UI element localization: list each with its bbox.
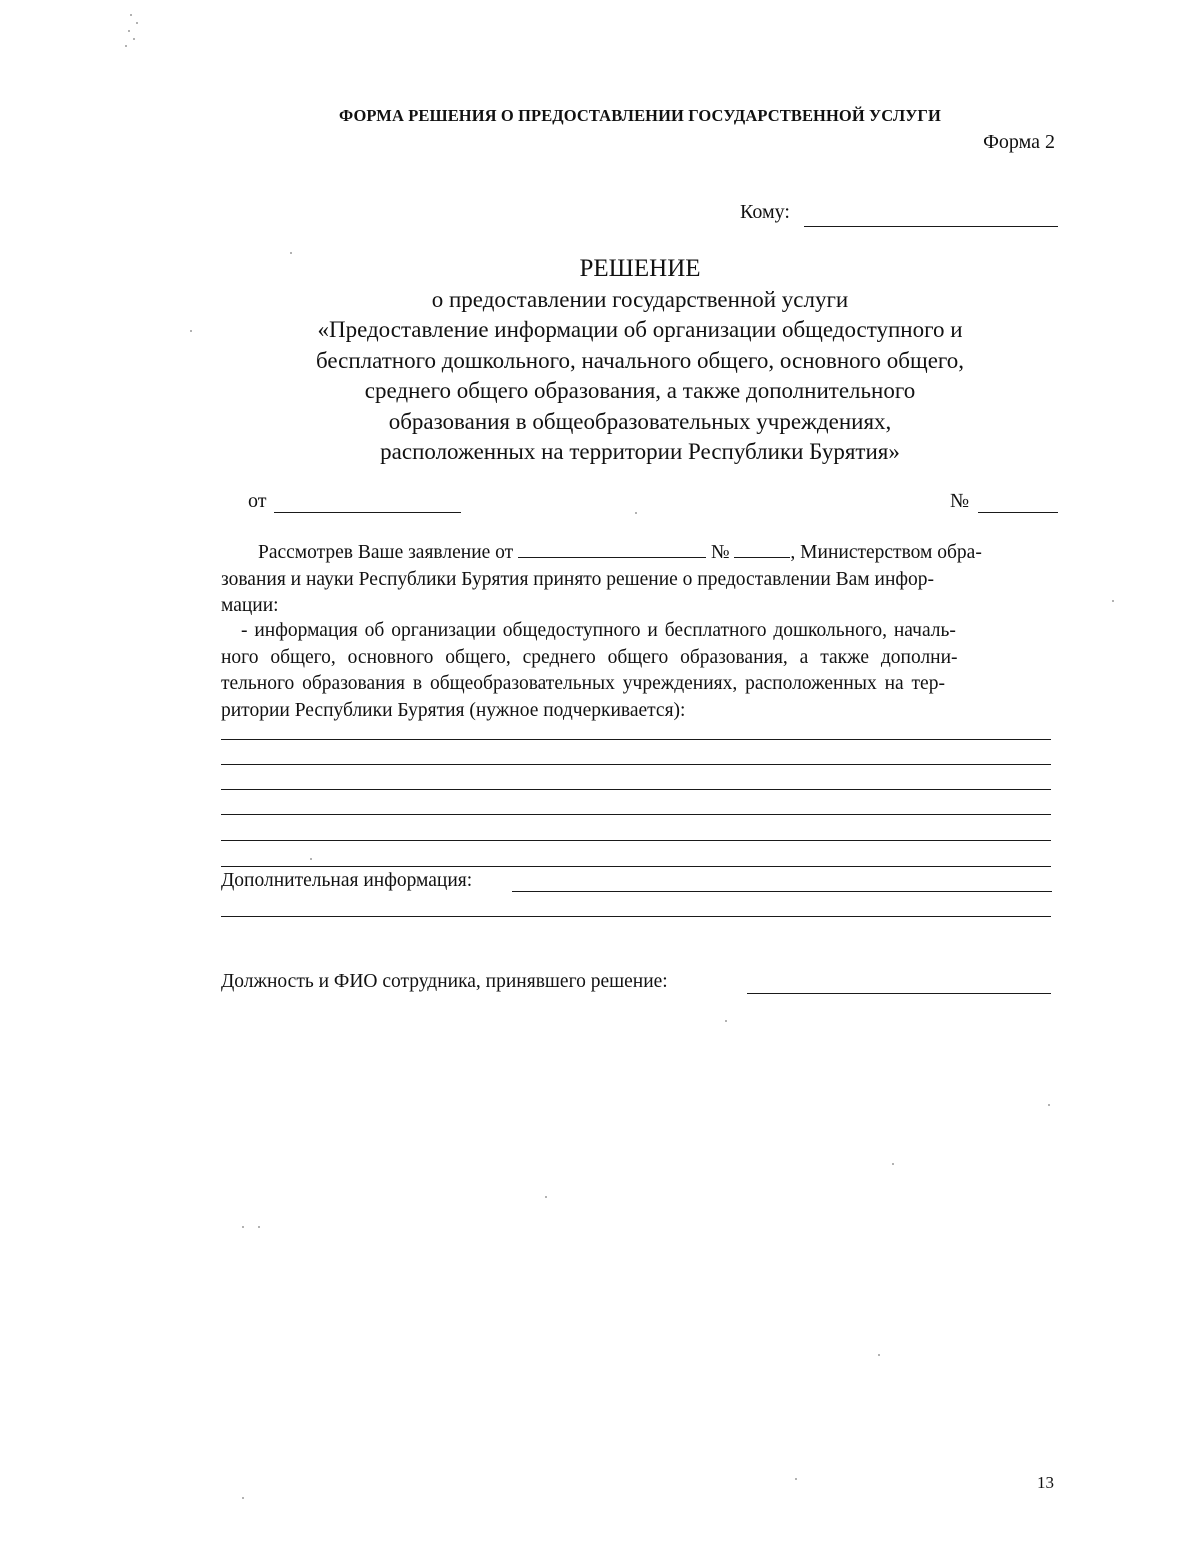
subtitle-line: среднего общего образования, а также дополнительного bbox=[364, 378, 916, 403]
paragraph-line: - информация об организации общедоступного и бесплатного дошкольного, началь- bbox=[241, 620, 956, 641]
number-label: № bbox=[950, 490, 970, 512]
scan-speck bbox=[310, 858, 312, 860]
scan-speck bbox=[258, 1226, 260, 1228]
scan-speck bbox=[136, 22, 138, 24]
ministry-text: , Министерством обра- bbox=[790, 542, 982, 563]
subtitle-line: «Предоставление информации об организации общедоступного и bbox=[317, 317, 963, 342]
page-number: 13 bbox=[1037, 1473, 1054, 1492]
scan-speck bbox=[635, 512, 637, 514]
signer-blank[interactable] bbox=[747, 993, 1051, 994]
scan-speck bbox=[1048, 1104, 1050, 1106]
signer-label: Должность и ФИО сотрудника, принявшего решение: bbox=[221, 971, 668, 992]
decision-paragraph bbox=[221, 539, 1051, 620]
decision-title: РЕШЕНИЕ bbox=[579, 255, 701, 282]
scan-speck bbox=[128, 30, 130, 32]
application-lead-text: Рассмотрев Ваше заявление от bbox=[258, 542, 514, 563]
application-number-sign: № bbox=[710, 542, 730, 563]
scan-speck bbox=[795, 1478, 797, 1480]
scan-speck bbox=[878, 1354, 880, 1356]
scan-speck bbox=[133, 38, 135, 40]
scan-speck bbox=[1112, 600, 1114, 602]
answer-blank-line[interactable] bbox=[221, 866, 1051, 867]
decision-title-block bbox=[150, 254, 1130, 468]
information-paragraph bbox=[221, 618, 1051, 724]
subtitle-line: расположенных на территории Республики Бурятия» bbox=[380, 439, 900, 464]
recipient-blank[interactable] bbox=[804, 226, 1058, 227]
answer-blank-line[interactable] bbox=[221, 739, 1051, 740]
additional-info-blank[interactable] bbox=[512, 891, 1052, 892]
paragraph-line: мации: bbox=[221, 595, 279, 616]
subtitle-line: образования в общеобразовательных учреждениях, bbox=[388, 408, 892, 434]
scan-speck bbox=[125, 45, 127, 47]
form-number: Форма 2 bbox=[983, 131, 1055, 153]
additional-info-label: Дополнительная информация: bbox=[221, 870, 473, 891]
paragraph-line: ного общего, основного общего, среднего общего образования, а также дополни- bbox=[221, 646, 958, 668]
number-blank[interactable] bbox=[978, 512, 1058, 513]
scan-speck bbox=[242, 1226, 244, 1228]
application-number-blank[interactable] bbox=[734, 539, 790, 558]
recipient-label: Кому: bbox=[740, 201, 790, 223]
paragraph-line: ритории Республики Бурятия (нужное подчеркивается): bbox=[221, 699, 686, 721]
additional-info-blank[interactable] bbox=[221, 916, 1051, 917]
application-date-blank[interactable] bbox=[518, 539, 706, 558]
scan-speck bbox=[892, 1163, 894, 1165]
scan-speck bbox=[545, 1196, 547, 1198]
scan-speck bbox=[190, 330, 192, 332]
answer-blank-line[interactable] bbox=[221, 789, 1051, 790]
answer-blank-line[interactable] bbox=[221, 764, 1051, 765]
scan-speck bbox=[130, 14, 132, 16]
paragraph-line: зования и науки Республики Бурятия принято решение о предоставлении Вам инфор- bbox=[221, 568, 935, 590]
document-heading: ФОРМА РЕШЕНИЯ О ПРЕДОСТАВЛЕНИИ ГОСУДАРСТВЕННОЙ УСЛУГИ bbox=[339, 106, 941, 125]
scan-speck bbox=[725, 1020, 727, 1022]
answer-blank-line[interactable] bbox=[221, 814, 1051, 815]
scan-speck bbox=[242, 1497, 244, 1499]
paragraph-line: тельного образования в общеобразовательных учреждениях, расположенных на тер- bbox=[221, 673, 945, 694]
date-label: от bbox=[248, 490, 267, 512]
date-blank[interactable] bbox=[274, 512, 461, 513]
subtitle-line: бесплатного дошкольного, начального общего, основного общего, bbox=[315, 347, 965, 373]
scan-speck bbox=[290, 252, 292, 254]
answer-blank-line[interactable] bbox=[221, 840, 1051, 841]
subtitle-line: о предоставлении государственной услуги bbox=[431, 286, 849, 312]
